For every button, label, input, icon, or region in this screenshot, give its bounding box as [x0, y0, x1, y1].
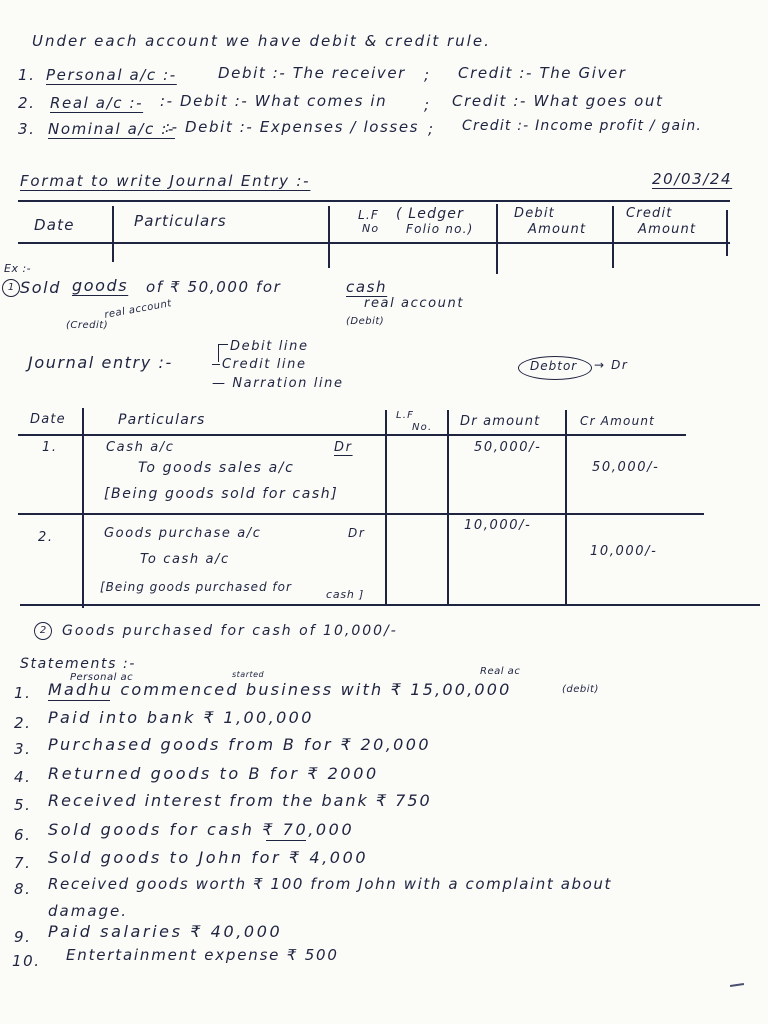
format-table-top-line	[18, 200, 730, 202]
statement-text: damage.	[48, 902, 129, 920]
note-debit: (debit)	[562, 684, 599, 695]
statement-text: Paid into bank ₹ 1,00,000	[48, 708, 314, 727]
rule-account-name: Real a/c :-	[50, 94, 144, 112]
statement-number: 8.	[14, 880, 32, 898]
statement-number: 6.	[14, 826, 32, 844]
row-credit-account: To cash a/c	[140, 552, 230, 567]
header-debit-amount: Amount	[528, 222, 587, 237]
pen-mark	[730, 983, 744, 987]
header-folio: Folio no.)	[406, 222, 474, 236]
journal-table-divider	[385, 410, 387, 606]
journal-table-divider	[82, 408, 84, 608]
statement-text: Received interest from the bank ₹ 750	[48, 791, 432, 810]
header-lf-no: No	[362, 222, 380, 235]
journal-header-lf-no: No.	[412, 422, 433, 433]
journal-line-debit: Debit line	[230, 339, 309, 354]
journal-table-bottom-line	[20, 604, 760, 606]
debtor-label: Debtor	[530, 359, 578, 373]
format-table-mid-line	[18, 242, 730, 244]
statement-number: 3.	[14, 740, 32, 758]
row-debit-account: Goods purchase a/c	[104, 526, 262, 541]
intro-line: Under each account we have debit & credit rule.	[32, 32, 491, 50]
example-goods: goods	[72, 276, 129, 295]
credit-note: (Credit)	[66, 320, 109, 331]
note-personal-ac: Personal ac	[70, 672, 134, 683]
journal-header-dr-amount: Dr amount	[460, 414, 541, 429]
row-number: 2.	[38, 530, 54, 545]
header-lf: L.F	[358, 208, 380, 222]
rule-credit: Credit :- What goes out	[452, 92, 664, 110]
example-cash: cash	[346, 278, 388, 296]
statement-number: 1.	[14, 684, 32, 702]
brace-mid-tick	[212, 364, 220, 365]
header-date: Date	[34, 216, 75, 234]
note-real-ac: Real ac	[480, 666, 521, 677]
statement-number: 7.	[14, 854, 32, 872]
format-table-divider	[328, 206, 330, 268]
row-dr-amount: 50,000/-	[474, 440, 542, 455]
example-label: Ex :-	[4, 262, 32, 275]
example-sold: Sold	[20, 278, 61, 297]
journal-line-narration: — Narration line	[212, 376, 344, 391]
header-debit: Debit	[514, 206, 555, 221]
journal-header-cr-amount: Cr Amount	[580, 414, 656, 428]
rule-number: 3.	[18, 120, 36, 138]
row-dr-tag: Dr	[348, 526, 366, 540]
journal-table-divider	[565, 410, 567, 606]
rule-credit: Credit :- The Giver	[458, 64, 627, 82]
journal-line-credit: Credit line	[222, 357, 307, 372]
rule-debit: Debit :- The receiver	[218, 64, 406, 82]
rule-separator: ;	[428, 120, 435, 138]
brace-bar	[218, 344, 219, 362]
rule-debit: :- Debit :- What comes in	[160, 92, 388, 110]
brace-top-tick	[218, 344, 228, 345]
q2-circle-number-text: 2	[39, 625, 47, 636]
row-cr-amount: 10,000/-	[590, 544, 658, 559]
underline-madhu	[48, 700, 110, 701]
row-narration: [Being goods purchased for	[100, 580, 292, 594]
rule-account-name: Nominal a/c :-	[48, 120, 175, 138]
statement-text: Sold goods for cash ₹ 70,000	[48, 820, 355, 839]
statement-number: 5.	[14, 796, 32, 814]
journal-header-date: Date	[30, 412, 66, 427]
format-table-divider	[496, 204, 498, 274]
example-circle-number-text: 1	[7, 282, 15, 293]
row-narration-cont: cash ]	[326, 588, 365, 601]
real-account-note-top: real account	[103, 298, 173, 321]
statements-title: Statements :-	[20, 656, 136, 672]
header-credit: Credit	[626, 206, 673, 221]
q2-circle-number	[34, 622, 52, 640]
statement-text: Purchased goods from B for ₹ 20,000	[48, 735, 431, 754]
example-amount: of ₹ 50,000 for	[146, 278, 282, 296]
statement-number: 2.	[14, 714, 32, 732]
underline-cash	[266, 840, 306, 841]
row-number: 1.	[42, 440, 58, 455]
statement-text: Returned goods to B for ₹ 2000	[48, 764, 379, 783]
rule-number: 2.	[18, 94, 36, 112]
format-table-divider	[612, 206, 614, 268]
row-narration: [Being goods sold for cash]	[104, 486, 339, 502]
rule-credit: Credit :- Income profit / gain.	[462, 118, 703, 134]
statement-number: 9.	[14, 928, 32, 946]
row-credit-account: To goods sales a/c	[138, 460, 295, 476]
header-particulars: Particulars	[134, 212, 227, 230]
rule-debit: :- Debit :- Expenses / losses	[165, 118, 420, 136]
row-debit-account: Cash a/c	[106, 440, 175, 455]
rule-separator: ;	[424, 66, 431, 84]
format-table-divider	[726, 210, 728, 256]
statement-text: Received goods worth ₹ 100 from John with a complaint about	[48, 875, 613, 893]
note-started: started	[232, 670, 265, 679]
statement-number: 10.	[12, 952, 41, 970]
real-account-note-right: real account	[364, 296, 465, 311]
row-dr-amount: 10,000/-	[464, 518, 532, 533]
format-title: Format to write Journal Entry :-	[20, 172, 311, 190]
statement-text: Sold goods to John for ₹ 4,000	[48, 848, 369, 867]
statement-text: Madhu commenced business with ₹ 15,00,000	[48, 680, 512, 699]
date-stamp: 20/03/24	[652, 170, 733, 188]
journal-header-particulars: Particulars	[118, 412, 206, 428]
row-dr-tag: Dr	[334, 440, 353, 455]
header-ledger: ( Ledger	[396, 206, 465, 222]
journal-entry-label: Journal entry :-	[28, 353, 173, 372]
journal-header-lf: L.F	[396, 410, 415, 421]
debit-note: (Debit)	[346, 316, 385, 327]
rule-number: 1.	[18, 66, 36, 84]
journal-table-divider	[447, 410, 449, 606]
example-circle-number	[2, 279, 20, 297]
format-table-divider	[112, 206, 114, 262]
statement-number: 4.	[14, 768, 32, 786]
journal-table-row-line	[18, 513, 704, 515]
rule-account-name: Personal a/c :-	[46, 66, 177, 84]
q2-text: Goods purchased for cash of 10,000/-	[62, 623, 398, 639]
statement-text: Entertainment expense ₹ 500	[66, 946, 339, 964]
statement-text: Paid salaries ₹ 40,000	[48, 922, 283, 941]
rule-separator: ;	[424, 96, 431, 114]
header-credit-amount: Amount	[638, 222, 697, 237]
debtor-arrow: → Dr	[594, 358, 629, 372]
journal-table-header-line	[18, 434, 686, 436]
row-cr-amount: 50,000/-	[592, 460, 660, 475]
